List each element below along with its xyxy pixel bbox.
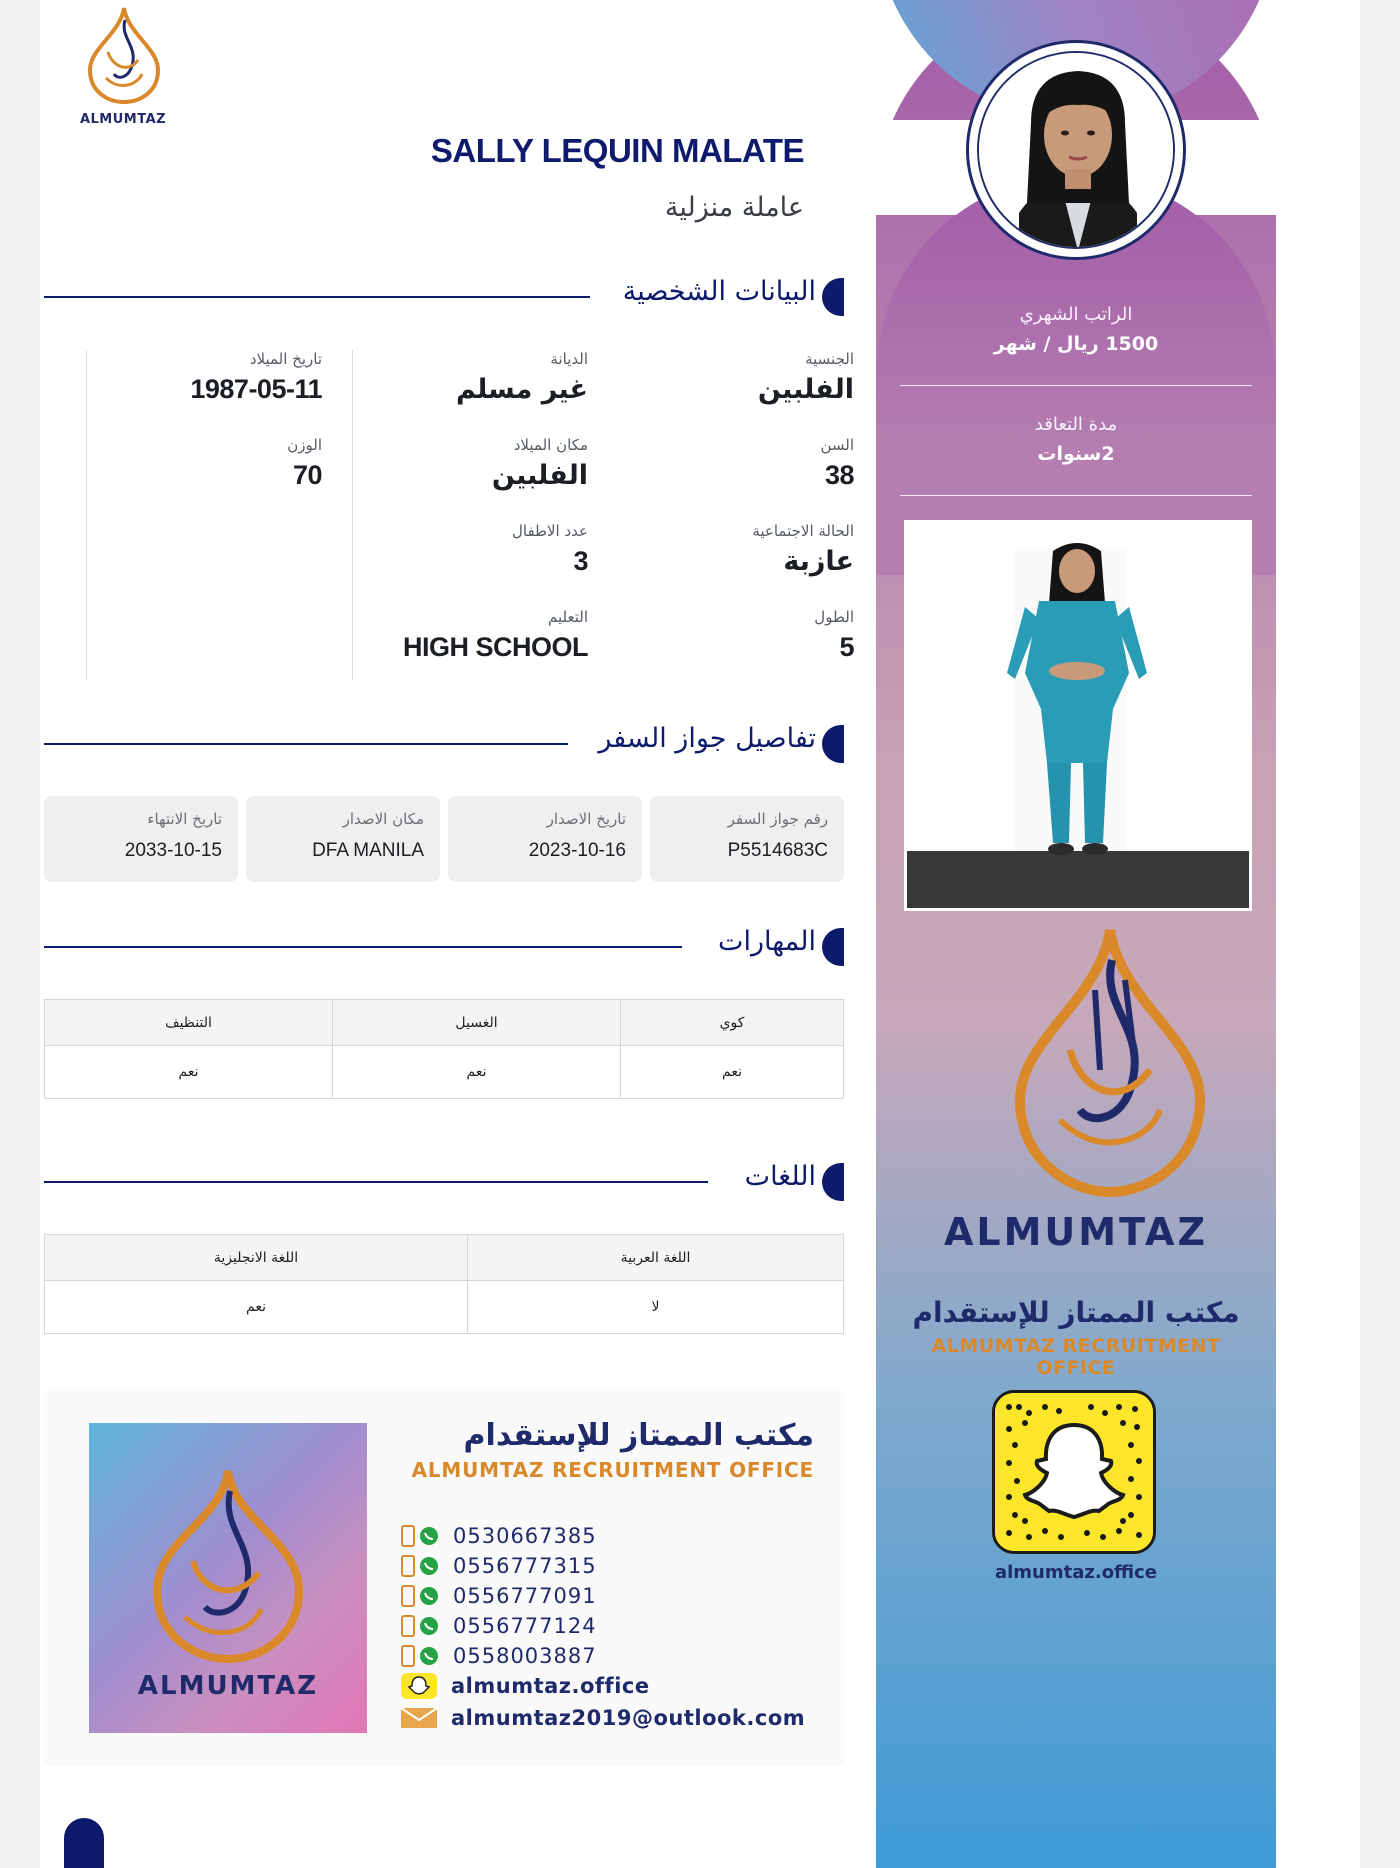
field-marital-status [618, 522, 854, 577]
field-label: الديانة [550, 350, 588, 368]
field-value: 3 [573, 546, 588, 576]
brand-logo-text: ALMUMTAZ [79, 112, 167, 127]
worker-name: SALLY LEQUIN MALATE [430, 132, 804, 169]
field-children [352, 522, 588, 577]
skills-table [44, 999, 844, 1099]
personal-col-right [618, 350, 884, 680]
section-marker [822, 278, 844, 316]
business-card [44, 1388, 844, 1766]
contact-phone-5[interactable] [399, 1642, 597, 1670]
field-label: السن [820, 436, 854, 454]
field-label: مكان الميلاد [513, 436, 588, 454]
field-label: التعليم [548, 608, 588, 626]
full-body-photo [904, 520, 1252, 911]
side-office-ar: مكتب الممتاز للإستقدام [912, 1296, 1240, 1329]
page-footer-marker [64, 1818, 104, 1868]
whatsapp-icon [417, 1645, 443, 1667]
table-cell: لا [468, 1281, 844, 1334]
side-brand [900, 1210, 1252, 1254]
mobile-phone-icon [399, 1555, 417, 1577]
passport-issue-place-card [246, 796, 440, 882]
contact-phone-2[interactable] [399, 1552, 597, 1580]
personal-col-middle [352, 350, 618, 680]
field-education [352, 608, 588, 663]
portrait-frame [966, 40, 1186, 260]
field-height [618, 608, 854, 663]
section-passport [44, 723, 844, 763]
snapchat-icon [399, 1672, 439, 1700]
business-card-office-en: ALMUMTAZ RECRUITMENT OFFICE [411, 1458, 814, 1482]
section-marker [822, 1163, 844, 1201]
phone-number: 0558003887 [453, 1644, 597, 1668]
field-label: الحالة الاجتماعية [752, 522, 854, 540]
table-header: اللغة الانجليزية [45, 1235, 468, 1281]
field-value: 5 [839, 632, 854, 662]
field-birthdate [86, 350, 322, 405]
side-divider [900, 385, 1252, 386]
contact-email[interactable] [399, 1704, 805, 1732]
snapchat-handle[interactable]: almumtaz.office [994, 1562, 1158, 1583]
whatsapp-icon [417, 1525, 443, 1547]
table-row [45, 1046, 844, 1099]
contract-block [900, 414, 1252, 465]
field-value: HIGH SCHOOL [402, 632, 588, 662]
side-office-en: ALMUMTAZ RECRUITMENT OFFICE [931, 1335, 1221, 1379]
table-row [45, 1281, 844, 1334]
field-value: 70 [292, 460, 322, 490]
field-value: الفلبين [757, 374, 854, 405]
table-header: اللغة العربية [468, 1235, 844, 1281]
whatsapp-icon [417, 1615, 443, 1637]
phone-number: 0530667385 [453, 1524, 597, 1548]
field-religion [352, 350, 588, 405]
table-header-row [45, 1235, 844, 1281]
section-title: المهارات [718, 926, 816, 957]
field-weight [86, 436, 322, 491]
card-label: تاريخ الاصدار [546, 810, 626, 828]
field-label: الوزن [287, 436, 322, 454]
section-marker [822, 725, 844, 763]
section-title: تفاصيل جواز السفر [598, 723, 816, 754]
phone-number: 0556777315 [453, 1554, 597, 1578]
field-value: 38 [824, 460, 854, 490]
field-label: الجنسية [805, 350, 854, 368]
card-value: 2033-10-15 [124, 840, 222, 861]
section-title: اللغات [744, 1161, 816, 1192]
contact-phone-3[interactable] [399, 1582, 597, 1610]
card-label: مكان الاصدار [342, 810, 424, 828]
field-birthplace [352, 436, 588, 491]
brand-logo [84, 4, 184, 108]
languages-table [44, 1234, 844, 1334]
business-card-brand: ALMUMTAZ [137, 1671, 319, 1701]
mobile-phone-icon [399, 1615, 417, 1637]
field-value: غير مسلم [455, 374, 588, 405]
passport-expiry-card [44, 796, 238, 882]
snapchat-handle: almumtaz.office [451, 1674, 650, 1698]
business-card-logo-panel [89, 1423, 367, 1733]
section-personal [44, 276, 844, 316]
portrait-photo [977, 51, 1175, 249]
section-title: البيانات الشخصية [622, 276, 816, 307]
card-label: تاريخ الانتهاء [147, 810, 222, 828]
contact-phone-1[interactable] [399, 1522, 597, 1550]
mobile-phone-icon [399, 1645, 417, 1667]
section-skills [44, 926, 844, 966]
contract-label: مدة التعاقد [1034, 414, 1118, 435]
personal-col-left [86, 350, 352, 680]
business-card-office-ar: مكتب الممتاز للإستقدام [463, 1418, 814, 1453]
phone-number: 0556777124 [453, 1614, 597, 1638]
field-value: 1987-05-11 [190, 374, 322, 404]
card-label: رقم جواز السفر [727, 810, 828, 828]
side-divider [900, 495, 1252, 496]
worker-role: عاملة منزلية [664, 192, 804, 223]
side-brand-name: ALMUMTAZ [943, 1210, 1209, 1254]
whatsapp-icon [417, 1585, 443, 1607]
table-cell: نعم [621, 1046, 844, 1099]
table-header-row [45, 1000, 844, 1046]
table-cell: نعم [45, 1281, 468, 1334]
table-cell: نعم [333, 1046, 621, 1099]
field-label: تاريخ الميلاد [249, 350, 322, 368]
section-languages [44, 1161, 844, 1201]
side-calligraphy-logo [1000, 920, 1220, 1200]
field-age [618, 436, 854, 491]
table-header: الغسيل [333, 1000, 621, 1046]
card-value: 2023-10-16 [528, 840, 626, 861]
table-header: كوي [621, 1000, 844, 1046]
email-address: almumtaz2019@outlook.com [451, 1706, 806, 1730]
field-value: عازبة [783, 546, 854, 577]
envelope-icon [399, 1706, 439, 1730]
salary-value: 1500 ريال / شهر [993, 333, 1159, 355]
section-line [44, 946, 682, 948]
field-value: الفلبين [491, 460, 588, 491]
card-value: DFA MANILA [312, 840, 424, 861]
snapchat-qr-code [992, 1390, 1156, 1554]
salary-block [900, 304, 1252, 355]
whatsapp-icon [417, 1555, 443, 1577]
section-line [44, 743, 568, 745]
table-cell: نعم [45, 1046, 333, 1099]
section-marker [822, 928, 844, 966]
contact-snapchat[interactable] [399, 1672, 650, 1700]
contract-value: 2سنوات [1037, 443, 1115, 465]
field-label: الطول [814, 608, 854, 626]
section-line [44, 1181, 708, 1183]
mobile-phone-icon [399, 1525, 417, 1547]
passport-number-card [650, 796, 844, 882]
mobile-phone-icon [399, 1585, 417, 1607]
field-nationality [618, 350, 854, 405]
contact-phone-4[interactable] [399, 1612, 597, 1640]
passport-issue-date-card [448, 796, 642, 882]
side-office [900, 1296, 1252, 1379]
card-value: P5514683C [727, 840, 828, 861]
section-line [44, 296, 590, 298]
phone-number: 0556777091 [453, 1584, 597, 1608]
salary-label: الراتب الشهري [1019, 304, 1133, 325]
table-header: التنظيف [45, 1000, 333, 1046]
field-label: عدد الاطفال [512, 522, 588, 540]
